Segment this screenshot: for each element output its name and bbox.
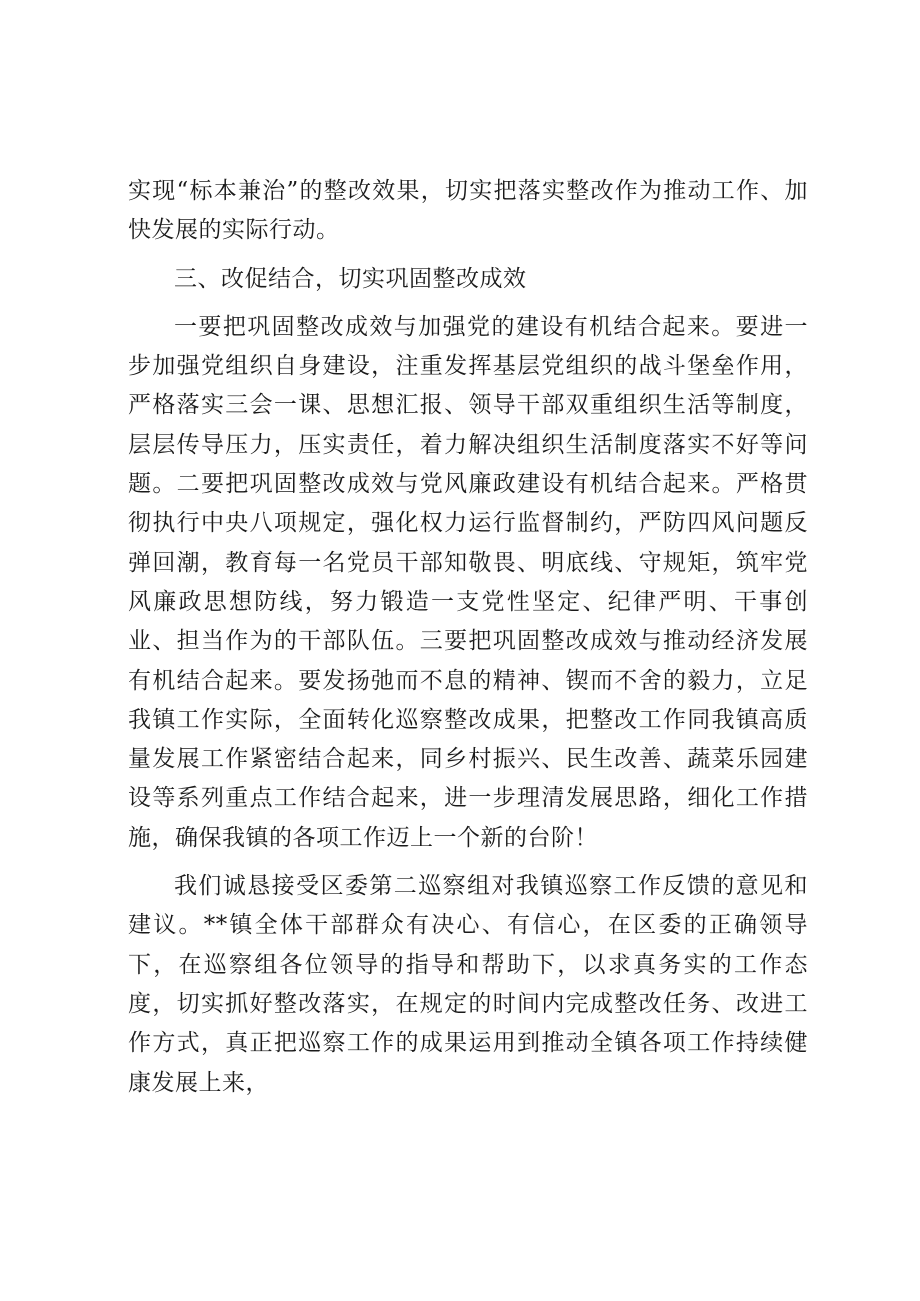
paragraph-section-three: 一要把巩固整改成效与加强党的建设有机结合起来。要进一步加强党组织自身建设，注重发挥基层党组织的战斗堡垒作用，严格落实三会一课、思想汇报、领导干部双重组织生活等制度，层层传导压力，压实责任，着力解决组织生活制度落实不好等问题。二要把巩固整改成效与党风廉政建设有机结合起来。严格贯彻执行中央八项规定，强化权力运行监督制约，严防四风问题反弹回潮，教育每一名党员干部知敬畏、明底线、守规矩，筑牢党风廉政思想防线，努力锻造一支党性坚定、纪律严明、干事创业、担当作为的干部队伍。三要把巩固整改成效与推动经济发展有机结合起来。要发扬弛而不息的精神、锲而不舍的毅力，立足我镇工作实际，全面转化巡察整改成果，把整改工作同我镇高质量发展工作紧密结合起来，同乡村振兴、民生改善、蔬菜乐园建设等系列重点工作结合起来，进一步理清发展思路，细化工作措施，确保我镇的各项工作迈上一个新的台阶！ [128, 313, 808, 851]
paragraph-closing: 我们诚恳接受区委第二巡察组对我镇巡察工作反馈的意见和建议。**镇全体干部群众有决心、有信心，在区委的正确领导下，在巡察组各位领导的指导和帮助下，以求真务实的工作态度，切实抓好整改落实，在规定的时间内完成整改任务、改进工作方式，真正把巡察工作的成果运用到推动全镇各项工作持续健康发展上来， [128, 873, 808, 1096]
document-body [128, 172, 808, 1103]
paragraph-continuation: 实现“标本兼治”的整改效果，切实把落实整改作为推动工作、加快发展的实际行动。 [128, 178, 808, 244]
section-heading: 三、改促结合，切实巩固整改成效 [174, 265, 527, 292]
